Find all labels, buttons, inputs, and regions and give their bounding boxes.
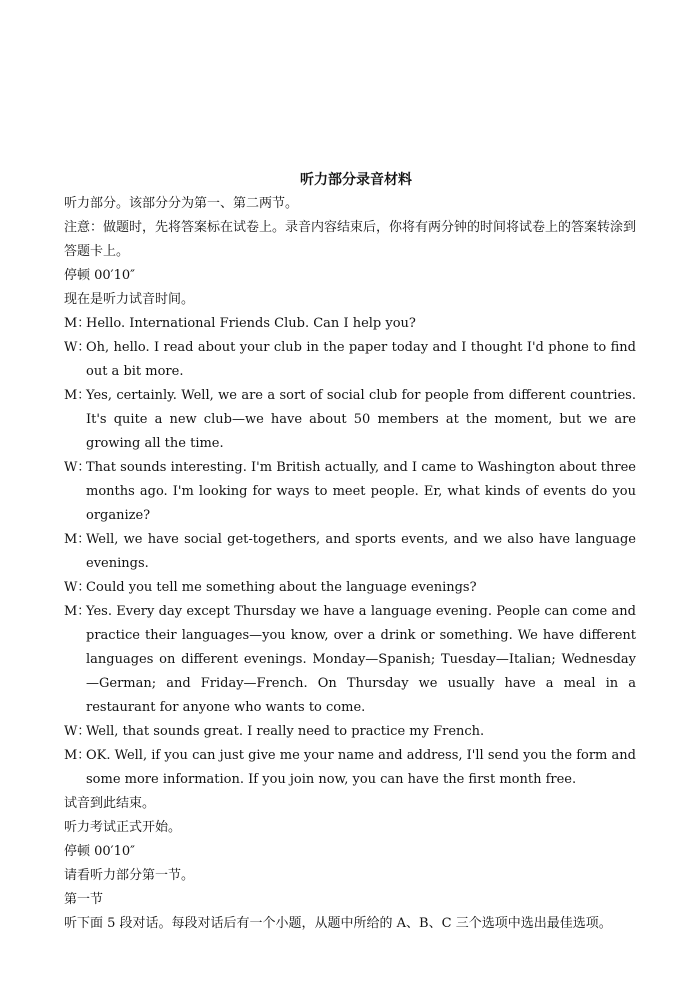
speaker-label: W： [64,460,91,475]
dialogue-text: OK. Well, if you can just give me your name and address, I'll send you the form and some more information. If you join now, you can have the first month free. [86,748,636,787]
exam-start: 听力考试正式开始。 [64,820,182,835]
instruction-note: 注意：做题时，先将答案标在试卷上。录音内容结束后，你将有两分钟的时间将试卷上的答案转涂到答题卡上。 [64,220,637,259]
dialogue-line [64,744,636,792]
dialogue-line [64,336,636,384]
section-one-instructions: 听下面 5 段对话。每段对话后有一个小题，从题中所给的 A、B、C 三个选项中选出最佳选项。 [64,916,612,931]
dialogue-line [64,576,636,600]
section-one-prompt: 请看听力部分第一节。 [64,868,195,883]
dialogue-text: Well, that sounds great. I really need to practice my French. [86,724,485,739]
dialogue-line [64,528,636,576]
dialogue-line [64,384,636,456]
document-page [64,168,636,936]
dialogue-text: Well, we have social get-togethers, and sports events, and we also have language evenings. [86,532,636,571]
speaker-label: W： [64,580,91,595]
section-intro: 听力部分。该部分分为第一、第二两节。 [64,196,299,211]
dialogue-line [64,720,636,744]
pause-marker: 停顿 00′10″ [64,268,136,283]
dialogue-line [64,600,636,720]
speaker-label: M： [64,532,91,547]
pause-marker: 停顿 00′10″ [64,844,136,859]
section-one-heading: 第一节 [64,892,104,907]
dialogue-text: That sounds interesting. I'm British actually, and I came to Washington about three months ago. I'm looking for ways to meet people. Er, what kinds of events do you organize? [86,460,636,523]
speaker-label: M： [64,604,91,619]
speaker-label: W： [64,724,91,739]
document-title: 听力部分录音材料 [300,172,412,188]
speaker-label: M： [64,316,91,331]
speaker-label: M： [64,388,91,403]
speaker-label: M： [64,748,91,763]
dialogue-text: Yes. Every day except Thursday we have a language evening. People can come and practice their languages—you know, over a drink or something. We have different languages on different evenings. Monday—Spanish; Tuesday—Italian; Wednesday—German; and Friday—French. On Thursday we usually have a meal in a restaurant for anyone who wants to come. [86,604,636,715]
dialogue-text: Yes, certainly. Well, we are a sort of social club for people from different countries. It's quite a new club—we have about 50 members at the moment, but we are growing all the time. [86,388,636,451]
dialogue-line [64,456,636,528]
trial-end: 试音到此结束。 [64,796,156,811]
dialogue-text: Oh, hello. I read about your club in the paper today and I thought I'd phone to find out a bit more. [86,340,636,379]
dialogue-line [64,312,636,336]
dialogue-text: Hello. International Friends Club. Can I help you? [86,316,416,331]
dialogue-text: Could you tell me something about the language evenings? [86,580,477,595]
speaker-label: W： [64,340,91,355]
trial-announcement: 现在是听力试音时间。 [64,292,195,307]
